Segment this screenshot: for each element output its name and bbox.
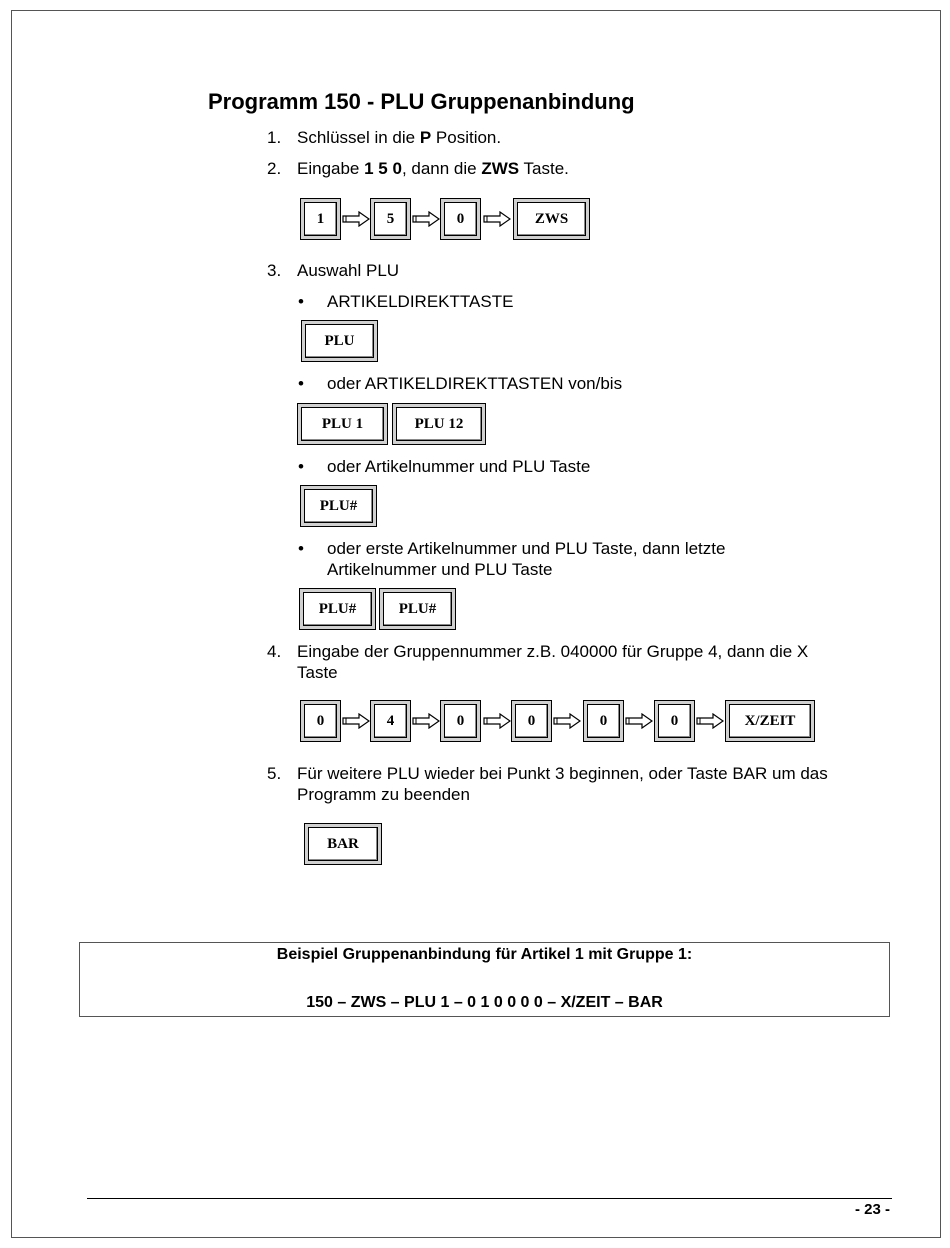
key-bar: BAR — [304, 823, 382, 865]
step-4-number: 4. — [267, 642, 282, 661]
bullet-2-text: oder ARTIKELDIREKTTASTEN von/bis — [327, 374, 623, 393]
arrow-icon — [483, 713, 511, 729]
step-5-number: 5. — [267, 764, 282, 783]
key-x-zeit: X/ZEIT — [725, 700, 815, 742]
key-zws: ZWS — [513, 198, 590, 240]
key-1: 1 — [300, 198, 341, 240]
arrow-icon — [412, 713, 440, 729]
bullet-mark: • — [298, 539, 304, 558]
key-0: 0 — [440, 700, 481, 742]
footer-divider — [87, 1198, 892, 1199]
bullet-4-text: oder erste Artikelnummer und PLU Taste, dann letzte Artikelnummer und PLU Taste — [327, 539, 726, 579]
arrow-icon — [696, 713, 724, 729]
key-plu-hash-first: PLU# — [299, 588, 376, 630]
step-1-text: Schlüssel in die P Position. — [297, 128, 502, 147]
bullet-mark: • — [298, 292, 304, 311]
step-1-number: 1. — [267, 128, 282, 147]
key-5: 5 — [370, 198, 411, 240]
step-3-number: 3. — [267, 261, 282, 280]
example-box — [79, 942, 890, 1017]
example-heading: Beispiel Gruppenanbindung für Artikel 1 mit Gruppe 1: — [276, 946, 693, 963]
key-plu-12: PLU 12 — [392, 403, 486, 445]
step-5-text: Für weitere PLU wieder bei Punkt 3 beginnen, oder Taste BAR um das Programm zu beenden — [297, 764, 828, 804]
step-2-text: Eingabe 1 5 0, dann die ZWS Taste. — [297, 159, 569, 178]
bullet-3-text: oder Artikelnummer und PLU Taste — [327, 457, 591, 476]
key-0: 0 — [440, 198, 481, 240]
arrow-icon — [412, 211, 440, 227]
step-4-text: Eingabe der Gruppennummer z.B. 040000 für Gruppe 4, dann die X Taste — [297, 642, 809, 682]
bullet-1-text: ARTIKELDIREKTTASTE — [327, 292, 514, 311]
key-plu: PLU — [301, 320, 378, 362]
key-plu-hash: PLU# — [300, 485, 377, 527]
page-number: - 23 - — [855, 1201, 891, 1218]
key-0: 0 — [300, 700, 341, 742]
arrow-icon — [342, 713, 370, 729]
key-plu-hash-last: PLU# — [379, 588, 456, 630]
key-0: 0 — [583, 700, 624, 742]
arrow-icon — [553, 713, 581, 729]
key-4: 4 — [370, 700, 411, 742]
key-0: 0 — [654, 700, 695, 742]
page-frame — [11, 10, 941, 1238]
bullet-mark: • — [298, 457, 304, 476]
example-sequence: 150 – ZWS – PLU 1 – 0 1 0 0 0 0 – X/ZEIT – BAR — [306, 994, 663, 1011]
arrow-icon — [342, 211, 370, 227]
page-title: Programm 150 - PLU Gruppenanbindung — [208, 89, 635, 114]
arrow-icon — [625, 713, 653, 729]
step-2-number: 2. — [267, 159, 282, 178]
arrow-icon — [483, 211, 511, 227]
bullet-mark: • — [298, 374, 304, 393]
key-plu-1: PLU 1 — [297, 403, 388, 445]
key-0: 0 — [511, 700, 552, 742]
step-3-text: Auswahl PLU — [297, 261, 400, 280]
